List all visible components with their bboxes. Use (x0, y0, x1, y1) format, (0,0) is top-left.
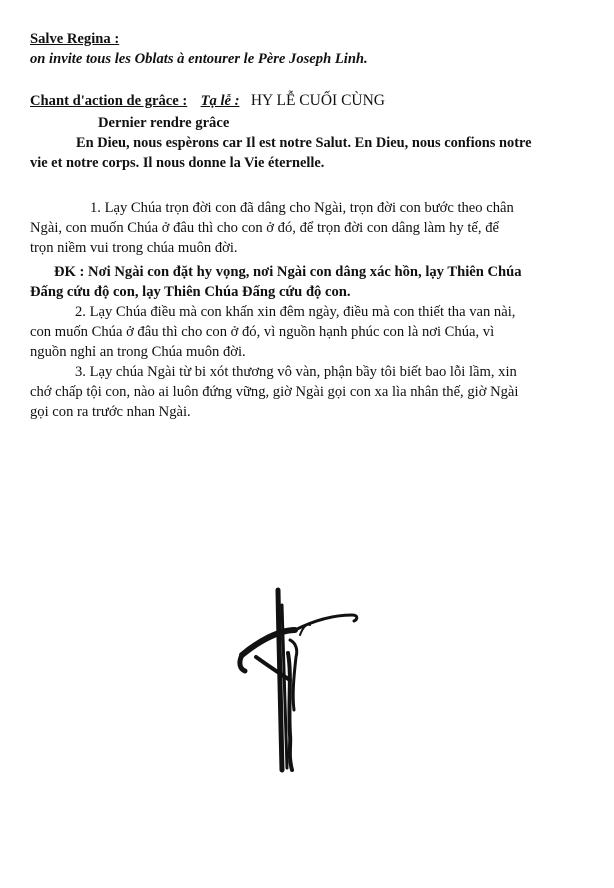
intro-line-2: vie et notre corps. Il nous donne la Vie éternelle. (30, 155, 325, 171)
verse-1-line: Ngài, con muốn Chúa ở đâu thì cho con ở đó, để trọn đời con dâng làm hy tế, để (30, 220, 499, 236)
refrain-line: Đấng cứu độ con, lạy Thiên Chúa Đấng cứu độ con. (30, 284, 351, 300)
verse-3-line: chớ chấp tội con, nào ai luôn đứng vững, giờ Ngài gọi con xa lìa nhân thế, giờ Ngài (30, 384, 519, 400)
chant-subtitle: Dernier rendre grâce (98, 115, 230, 131)
refrain (30, 262, 590, 302)
verse-2 (30, 302, 590, 362)
verse-2-line: con muốn Chúa ở đâu thì cho con ở đó, vì nguồn hạnh phúc con là nơi Chúa, vì (30, 324, 495, 340)
salve-regina-title: Salve Regina : (30, 31, 120, 47)
refrain-line: ĐK : Nơi Ngài con đặt hy vọng, nơi Ngài con dâng xác hồn, lạy Thiên Chúa (54, 264, 522, 280)
chant-label: Chant d'action de grâce : (30, 93, 188, 109)
verse-3-line: gọi con ra trước nhan Ngài. (30, 404, 191, 420)
verse-3-line: 3. Lạy chúa Ngài từ bi xót thương vô vàn, phận bầy tôi biết bao lỗi lầm, xin (75, 364, 517, 380)
ta-le-label: Tạ lễ : (200, 93, 240, 109)
verse-2-line: nguồn nghỉ an trong Chúa muôn đời. (30, 344, 246, 360)
chant-heading (30, 92, 385, 110)
verse-1 (30, 198, 590, 258)
intro-line-1: En Dieu, nous espèrons car Il est notre Salut. En Dieu, nous confions notre (76, 135, 532, 151)
verse-1-line: 1. Lạy Chúa trọn đời con đã dâng cho Ngài, trọn đời con bước theo chân (90, 200, 514, 216)
crucifix-drawing (230, 585, 370, 775)
verse-3 (30, 362, 590, 422)
chant-title-vn: HY LỄ CUỐI CÙNG (250, 92, 385, 109)
verse-2-line: 2. Lạy Chúa điều mà con khấn xin đêm ngày, điều mà con thiết tha van nài, (75, 304, 516, 320)
verse-1-line: trọn niềm vui trong chúa muôn đời. (30, 240, 238, 256)
salve-regina-note: on invite tous les Oblats à entourer le Père Joseph Linh. (30, 51, 368, 67)
